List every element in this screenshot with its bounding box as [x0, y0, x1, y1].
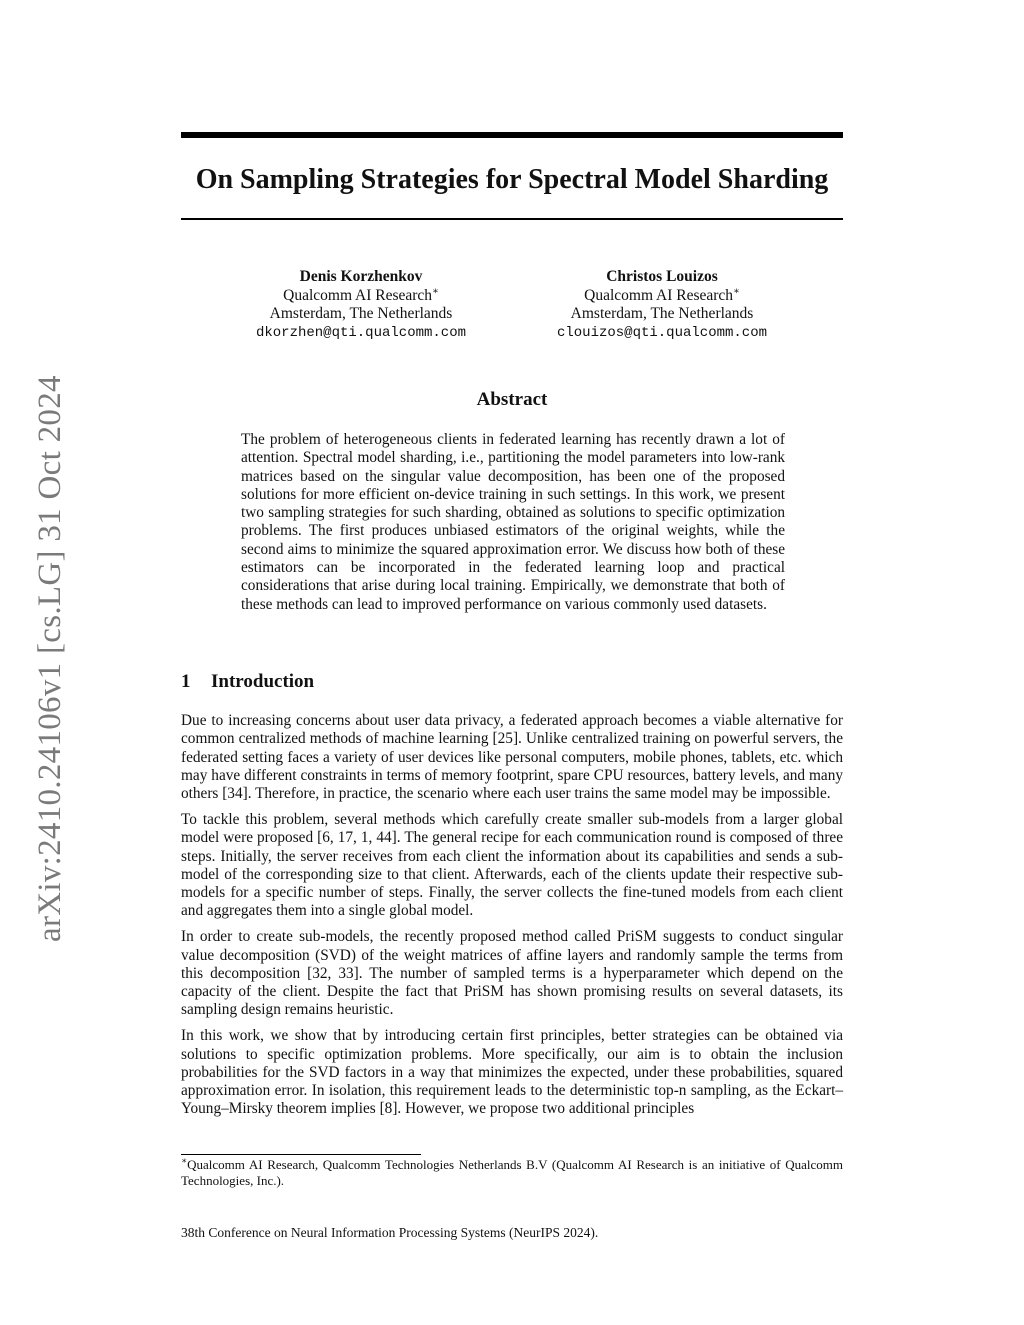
author-location: Amsterdam, The Netherlands — [570, 305, 754, 322]
section-number: 1 — [181, 671, 191, 692]
affiliation-footnote-mark: ∗ — [432, 285, 439, 297]
footnote-mark: ∗ — [181, 1155, 188, 1166]
footnote-rule — [181, 1154, 421, 1155]
venue-line: 38th Conference on Neural Information Processing Systems (NeurIPS 2024). — [181, 1225, 599, 1240]
author-location: Amsterdam, The Netherlands — [269, 305, 453, 322]
title-top-rule — [181, 132, 843, 138]
section-heading-introduction — [181, 670, 314, 694]
author-name: Christos Louizos — [606, 268, 718, 285]
footnote — [181, 1157, 843, 1189]
introduction-body — [181, 712, 843, 1126]
author-affiliation: Qualcomm AI Research∗ — [584, 285, 740, 304]
paragraph: In order to create sub-models, the recently proposed method called PriSM suggests to conduct singular value decomposition (SVD) of the weight matrices of affine layers and randomly sample the terms from this decomposition [32, 33]. The number of sampled terms is a hyperparameter which depend on the capacity of the client. Despite the fact that PriSM has shown promising results on several datasets, its sampling design remains heuristic. — [181, 928, 843, 1019]
author-name: Denis Korzhenkov — [299, 268, 423, 285]
author-email[interactable]: dkorzhen@qti.qualcomm.com — [255, 324, 467, 341]
abstract-text: The problem of heterogeneous clients in federated learning has recently drawn a lot of attention. Spectral model sharding, i.e., partitioning the model parameters into low-rank matrices based on the singular value decomposition, has been one of the proposed solutions for more efficient on-device training in such settings. In this work, we present two sampling strategies for such sharding, obtained as solutions to specific optimization problems. The first produces unbiased estimators of the original weights, while the second aims to minimize the squared approximation error. We discuss how both of these estimators can be incorporated in the federated learning loop and practical considerations that arise during local training. Empirically, we demonstrate that both of these methods can lead to improved performance on various commonly used datasets. — [241, 431, 785, 613]
affiliation-footnote-mark: ∗ — [733, 285, 740, 297]
paragraph: Due to increasing concerns about user data privacy, a federated approach becomes a viable alternative for common centralized methods of machine learning [25]. Unlike centralized training on powerful servers, the federated setting faces a variety of user devices like personal computers, mobile phones, tablets, etc. which may have different constraints in terms of memory footprint, spare CPU resources, battery levels, and many others [34]. Therefore, in practice, the scenario where each user trains the same model may be impossible. — [181, 712, 843, 803]
footnote-text: Qualcomm AI Research, Qualcomm Technologies Netherlands B.V (Qualcomm AI Research is an initiative of Qualcomm Technologies, Inc.). — [181, 1157, 843, 1188]
author-block-1 — [231, 268, 491, 342]
title-bottom-rule — [181, 218, 843, 220]
paragraph: In this work, we show that by introducing certain first principles, better strategies can be obtained via solutions to specific optimization problems. More specifically, our aim is to obtain the inclusion probabilities for the SVD factors in a way that minimizes the expected, under these probabilities, squared approximation error. In isolation, this requirement leads to the deterministic top-n sampling, as the Eckart–Young–Mirsky theorem implies [8]. However, we propose two additional principles — [181, 1027, 843, 1118]
author-email[interactable]: clouizos@qti.qualcomm.com — [556, 324, 768, 341]
abstract-heading: Abstract — [476, 389, 548, 410]
paragraph: To tackle this problem, several methods which carefully create smaller sub-models from a larger global model were proposed [6, 17, 1, 44]. The general recipe for each communication round is composed of three steps. Initially, the server receives from each client the information about its capabilities and sends a sub-model of the corresponding size to that client. Afterwards, each of the clients update their respective sub-models for a specific number of steps. Finally, the server collects the fine-tuned models from each client and aggregates them into a single global model. — [181, 810, 843, 920]
section-title: Introduction — [211, 671, 315, 692]
author-block-2 — [532, 268, 792, 342]
author-affiliation: Qualcomm AI Research∗ — [283, 285, 439, 304]
paper-title: On Sampling Strategies for Spectral Model Sharding — [195, 164, 829, 195]
arxiv-side-stamp: arXiv:2410.24106v1 [cs.LG] 31 Oct 2024 — [32, 375, 68, 942]
